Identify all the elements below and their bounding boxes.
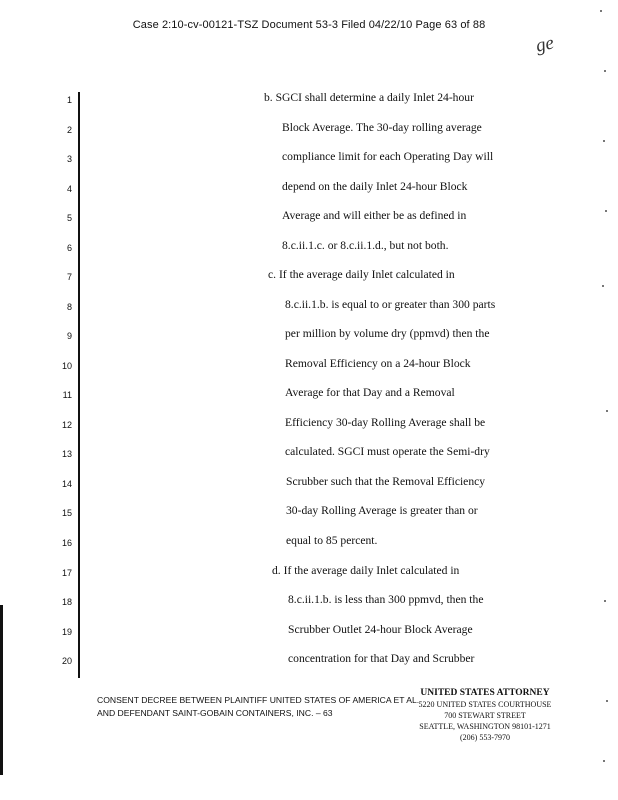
body-line: Block Average. The 30-day rolling average [282, 121, 482, 134]
body-line: 8.c.ii.1.c. or 8.c.ii.1.d., but not both. [282, 239, 449, 252]
line-number: 18 [61, 597, 72, 607]
body-line: compliance limit for each Operating Day will [282, 150, 494, 163]
body-line: per million by volume dry (ppmvd) then the [285, 327, 490, 340]
line-number: 20 [61, 656, 72, 666]
line-number: 3 [66, 154, 72, 164]
attorney-office-title: UNITED STATES ATTORNEY [420, 688, 550, 698]
scan-speck [605, 210, 607, 212]
body-line: concentration for that Day and Scrubber [288, 652, 475, 665]
footer-caption-line: AND DEFENDANT SAINT-GOBAIN CONTAINERS, INC. – 63 [97, 708, 333, 718]
line-number: 13 [61, 449, 72, 459]
line-number: 12 [61, 420, 72, 430]
handwritten-initials: ge [533, 32, 556, 57]
line-number: 11 [62, 390, 72, 400]
scan-speck [606, 700, 608, 702]
address-line: 5220 UNITED STATES COURTHOUSE [418, 700, 552, 709]
line-number: 7 [66, 272, 72, 282]
line-number: 15 [61, 508, 72, 518]
scan-speck [602, 285, 604, 287]
body-line: Efficiency 30-day Rolling Average shall be [285, 416, 486, 429]
line-number: 5 [66, 213, 72, 223]
scan-speck [604, 70, 606, 72]
body-line: calculated. SGCI must operate the Semi-dry [285, 445, 490, 458]
line-number: 1 [66, 95, 72, 105]
body-line: 8.c.ii.1.b. is less than 300 ppmvd, then the [288, 593, 484, 606]
body-line: d. If the average daily Inlet calculated in [272, 564, 460, 577]
address-line: 700 STEWART STREET [444, 711, 526, 720]
address-line: SEATTLE, WASHINGTON 98101-1271 [419, 722, 551, 731]
body-line: Average for that Day and a Removal [285, 386, 455, 399]
case-header: Case 2:10-cv-00121-TSZ Document 53-3 Filed 04/22/10 Page 63 of 88 [132, 19, 486, 31]
line-number: 9 [66, 331, 72, 341]
body-line: 8.c.ii.1.b. is equal to or greater than 300 parts [285, 298, 496, 311]
scan-speck [603, 140, 605, 142]
footer-caption [97, 694, 419, 720]
line-number: 4 [66, 184, 72, 194]
body-line: Average and will either be as defined in [282, 209, 467, 222]
scan-speck [603, 760, 605, 762]
scan-speck [604, 600, 606, 602]
phone-number: (206) 553-7970 [460, 733, 510, 742]
line-number: 17 [61, 568, 72, 578]
footer-caption-line: CONSENT DECREE BETWEEN PLAINTIFF UNITED STATES OF AMERICA ET AL. [97, 695, 420, 705]
footer-attorney-address [410, 688, 560, 743]
line-number: 2 [66, 125, 72, 135]
line-number: 10 [61, 361, 72, 371]
body-line: equal to 85 percent. [286, 534, 378, 547]
line-number: 19 [61, 627, 72, 637]
scan-speck [606, 410, 608, 412]
left-margin-rule [78, 92, 80, 678]
body-line: Scrubber Outlet 24-hour Block Average [288, 623, 473, 636]
line-number: 14 [61, 479, 72, 489]
body-line: b. SGCI shall determine a daily Inlet 24-hour [264, 91, 474, 104]
scan-speck [600, 10, 602, 12]
body-line: 30-day Rolling Average is greater than or [286, 504, 478, 517]
line-number: 8 [66, 302, 72, 312]
body-line: Removal Efficiency on a 24-hour Block [285, 357, 471, 370]
body-line: Scrubber such that the Removal Efficiency [286, 475, 486, 488]
body-line: c. If the average daily Inlet calculated in [268, 268, 455, 281]
line-number: 16 [61, 538, 72, 548]
body-line: depend on the daily Inlet 24-hour Block [282, 180, 468, 193]
line-number: 6 [66, 243, 72, 253]
